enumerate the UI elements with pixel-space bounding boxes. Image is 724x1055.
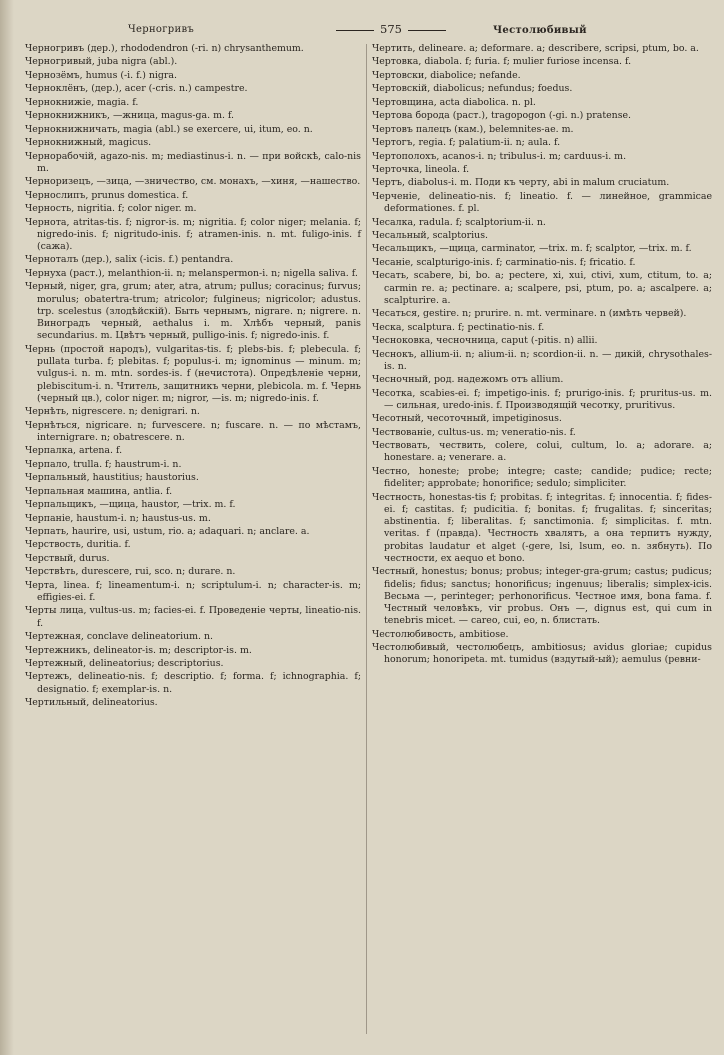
page-gutter-shadow xyxy=(0,0,14,1055)
dictionary-entry: Чертежная, conclave delineatorium. n. xyxy=(25,631,213,643)
dictionary-entry: Чеснокъ, allium-ii. n; alium-ii. n; scordion-ii. n. — дикій, chrysothales-is. n. xyxy=(372,348,712,372)
dictionary-entry: Чесотка, scabies-ei. f; impetigo-inis. f; prurigo-inis. f; pruritus-us. m. — сильная, uredo-inis. f. Производящій чесотку, pruritivus. xyxy=(372,387,712,411)
dictionary-entry: Чертогъ, regia. f; palatium-ii. n; aula. f. xyxy=(372,137,561,149)
dictionary-entry: Черствый, durus. xyxy=(25,552,110,564)
dictionary-entry: Чернокнижіе, magia. f. xyxy=(25,96,139,108)
dictionary-entry: Черпало, trulla. f; haustrum-i. n. xyxy=(25,458,182,470)
dictionary-entry: Чернорабочій, agazo-nis. m; mediastinus-i. n. — при войскѣ, calo-nis m. xyxy=(25,150,361,174)
dictionary-entry: Чернослипъ, prunus domestica. f. xyxy=(25,189,189,201)
dictionary-entry: Чесаніе, scalpturigo-inis. f; carminatio-nis. f; fricatio. f. xyxy=(372,256,636,268)
dictionary-entry: Чесноковка, чесночница, caput (-pitis. n) allii. xyxy=(372,335,598,347)
dictionary-entry: Честолюбивый, честолюбецъ, ambitiosus; avidus gloriae; cupidus honorum; honoripeta. mt. tumidus (вздутый-ый); aemulus (ревни- xyxy=(372,642,712,666)
dictionary-entry: Чертить, delineare. a; deformare. a; describere, scripsi, ptum, bo. a. xyxy=(372,43,699,54)
header-right-catchword: Честолюбивый xyxy=(493,25,587,36)
dictionary-entry: Чернѣть, nigrescere. n; denigrari. n. xyxy=(25,406,200,418)
column-divider xyxy=(366,44,367,1034)
dictionary-entry: Чесальщикъ, —щица, carminator, —trix. m. f; scalptor, —trix. m. f. xyxy=(372,243,692,255)
dictionary-entry: Черченіе, delineatio-nis. f; lineatio. f. — линейное, grammicae deformationes. f. pl. xyxy=(372,190,712,215)
dictionary-entry: Честолюбивость, ambitiose. xyxy=(372,628,509,640)
left-column xyxy=(25,43,361,711)
dictionary-entry: Черствость, duritia. f. xyxy=(25,539,131,551)
dictionary-entry: Чертовскій, diabolicus; nefundus; foedus. xyxy=(372,83,573,95)
dictionary-entry: Чертова борода (раст.), tragopogon (-gi. n.) pratense. xyxy=(372,110,632,122)
dictionary-entry: Чертильный, delineatorius. xyxy=(25,697,158,709)
dictionary-entry: Черный, niger, gra, grum; ater, atra, atrum; pullus; coracinus; furvus; morulus; obatertra-trum; atricolor; fulgineus; nigricolor; adustus. trp. scelestus (злодѣйскій). Быть чернымъ, nigrare. n; nigrere. n. Виноградъ черный, aethalus i. m. Хлѣбъ черный, panis secundarius. m. Цвѣтъ черный, pulligo-inis. f; nigredo-inis. f. xyxy=(25,281,361,342)
dictionary-entry: Чернота, atritas-tis. f; nigror-is. m; nigritia. f; color niger; melania. f; nigredo-inis. f; nigritudo-inis. f; atramen-inis. n. mt. fuligo-inis. f (сажа). xyxy=(25,216,361,252)
dictionary-entry: Черногривъ (дер.), rhododendron (-ri. n) chrysanthemum. xyxy=(25,43,304,54)
dictionary-entry: Черты лица, vultus-us. m; facies-ei. f. Проведеніе черты, lineatio-nis. f. xyxy=(25,605,361,629)
dictionary-entry: Чернокнижничать, magia (abl.) se exercere, ui, itum, eo. n. xyxy=(25,123,313,135)
dictionary-entry: Чернуха (раст.), melanthion-ii. n; melanspermon-i. n; nigella saliva. f. xyxy=(25,267,358,279)
dictionary-entry: Чернокнижный, magicus. xyxy=(25,137,152,149)
dictionary-entry: Чесаться, gestire. n; prurire. n. mt. verminare. n (имѣть червей). xyxy=(372,308,687,320)
header-left-catchword: Черногривъ xyxy=(128,24,195,35)
dictionary-entry: Чесотный, чесоточный, impetiginosus. xyxy=(372,413,562,425)
dictionary-entry: Черта, linea. f; lineamentum-i. n; scriptulum-i. n; character-is. m; effigies-ei. f. xyxy=(25,579,361,603)
dictionary-entry: Чернозёмъ, humus (-i. f.) nigra. xyxy=(25,69,177,81)
dictionary-entry: Чесать, scabere, bi, bo. a; pectere, xi, xui, ctivi, xum, ctitum, to. a; carmin re. a; pectinare. a; scalpere, psi, ptum, po. a; ascalpere. a; scalpturire. a. xyxy=(372,270,712,306)
dictionary-entry: Черпать, haurire, usi, ustum, rio. a; adaquari. n; anclare. a. xyxy=(25,525,310,537)
dictionary-entry: Чертежникъ, delineator-is. m; descriptor-is. m. xyxy=(25,644,252,656)
page-number: 575 xyxy=(330,22,452,36)
dictionary-entry: Черствѣть, durescere, rui, sco. n; durare. n. xyxy=(25,566,236,578)
dictionary-entry: Чернь (простой народъ), vulgaritas-tis. f; plebs-bis. f; plebecula. f; pullata turba. f; plebitas. f; populus-i. m; ignominus — minum. m; vulgus-i. n. m. mtn. sordes-is. f (нечистота). Опредѣленіе черни, plebiscitum-i. n. Чтитель, защитникъ черни, plebicola. m. f. Чернь (черный цв.), color niger. m; nigror, —is. m; nigredo-inis. f. xyxy=(25,343,361,404)
dictionary-entry: Чертовски, diabolice; nefande. xyxy=(372,69,521,81)
dictionary-entry: Черноризецъ, —зица, —зничество, см. монахъ, —хиня, —нашество. xyxy=(25,176,361,188)
dictionary-entry: Чертъ, diabolus-i. m. Поди къ черту, abi in malum cruciatum. xyxy=(372,177,670,189)
dictionary-entry: Чесночный, род. надежомъ отъ allium. xyxy=(372,374,564,386)
dictionary-entry: Черпальный, haustitius; haustorius. xyxy=(25,472,199,484)
dictionary-entry: Честность, honestas-tis f; probitas. f; integritas. f; innocentia. f; fides-ei. f; castitas. f; pudicitia. f; bonitas. f; frugalitas. f; sinceritas; abstinentia. f; liberalitas. f; sanctimonia. f; simplicitas. f. mtn. veritas. f (правда). Честность хвалятъ, а она терпитъ нужду, probitas laudatur et alget (-gere, lsi, lsum, eo. n. зябнуть). По честности, ex aequo et bono. xyxy=(372,491,712,564)
dictionary-entry: Чесальный, scalptorius. xyxy=(372,229,488,241)
dictionary-entry: Черноклёнъ, (дер.), acer (-cris. n.) campestre. xyxy=(25,83,248,95)
page-header xyxy=(0,18,724,40)
dictionary-entry: Чернѣться, nigricare. n; furvescere. n; fuscare. n. — по мѣстамъ, internigrare. n; obatrescere. n. xyxy=(25,419,361,443)
dictionary-entry: Чертовщина, acta diabolica. n. pl. xyxy=(372,96,536,108)
dictionary-entry: Чертополохъ, acanos-i. n; tribulus-i. m; carduus-i. m. xyxy=(372,150,627,162)
dictionary-entry: Черпаніе, haustum-i. n; haustus-us. m. xyxy=(25,512,211,524)
dictionary-entry: Черпальщикъ, —щица, haustor, —trix. m. f. xyxy=(25,499,236,511)
dictionary-entry: Ческа, scalptura. f; pectinatio-nis. f. xyxy=(372,321,545,333)
dictionary-entry: Честно, honeste; probe; integre; caste; candide; pudice; recte; fideliter; approbate; honorifice; sedulo; simpliciter. xyxy=(372,465,712,490)
dictionary-entry: Чесалка, radula. f; scalptorium-ii. n. xyxy=(372,216,546,228)
dictionary-entry: Черпалка, artena. f. xyxy=(25,445,123,457)
dictionary-entry: Чернокнижникъ, —жница, magus-ga. m. f. xyxy=(25,110,235,122)
dictionary-entry: Черпальная машина, antlia. f. xyxy=(25,485,173,497)
dictionary-entry: Черность, nigritia. f; color niger. m. xyxy=(25,203,197,215)
dictionary-entry: Чернoталъ (дер.), salix (-icis. f.) pentandra. xyxy=(25,254,234,266)
dictionary-entry: Черногривый, juba nigra (abl.). xyxy=(25,56,178,68)
dictionary-entry: Чертежъ, delineatio-nis. f; descriptio. f; forma. f; ichnographia. f; designatio. f; exemplar-is. n. xyxy=(25,671,361,695)
dictionary-entry: Чествованіе, cultus-us. m; veneratio-nis. f. xyxy=(372,426,576,438)
dictionary-entry: Чертовъ палецъ (кам.), belemnites-ae. m. xyxy=(372,123,574,135)
dictionary-entry: Чертежный, delineatorius; descriptorius. xyxy=(25,657,224,669)
dictionary-entry: Честный, honestus; bonus; probus; integer-gra-grum; castus; pudicus; fidelis; fidus; sanctus; honorificus; ingenuus; liberalis; simplex-icis. Весьма —, perinteger; perhonorificus. Честное имя, bona fama. f. Честный человѣкъ, vir probus. Онъ —, dignus est, qui cum in tenebris micet. — careo, cui, eo, n. блистать. xyxy=(372,566,712,627)
dictionary-entry: Чертовка, diabola. f; furia. f; mulier furiose incensa. f. xyxy=(372,56,632,68)
right-column xyxy=(372,43,712,668)
dictionary-entry: Чествовать, чествить, colere, colui, cultum, lo. a; adorare. a; honestare. a; venerare. a. xyxy=(372,440,712,464)
dictionary-entry: Черточка, lineola. f. xyxy=(372,163,470,175)
